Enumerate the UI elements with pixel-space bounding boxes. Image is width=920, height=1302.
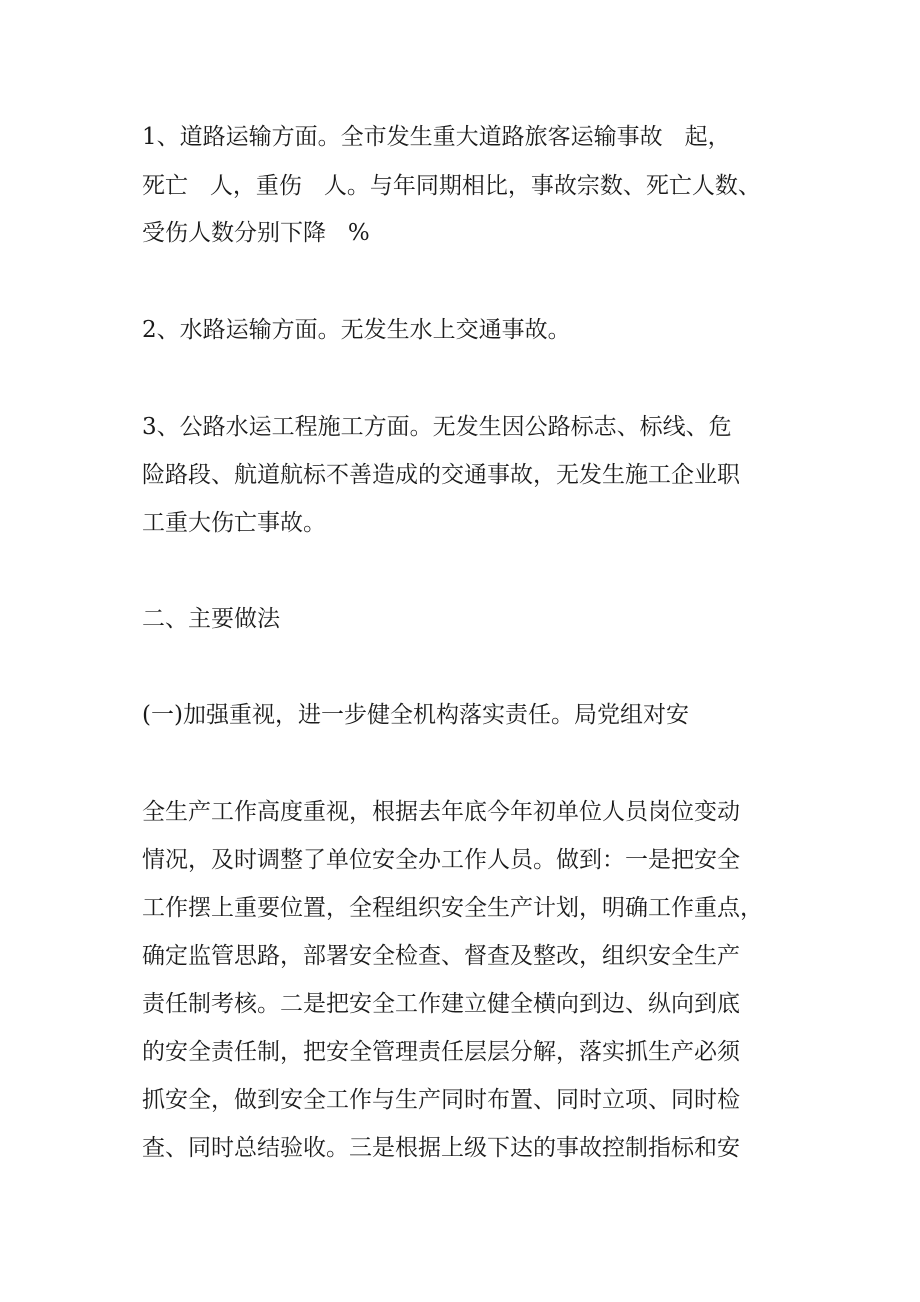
paragraph-measures-line-8: 查、同时总结验收。三是根据上级下达的事故控制指标和安 [142, 1135, 740, 1161]
paragraph-measures-intro-line-1: (一)加强重视，进一步健全机构落实责任。局党组对安 [142, 702, 689, 728]
paragraph-measures-line-1: 全生产工作高度重视，根据去年底今年初单位人员岗位变动 [142, 799, 740, 825]
paragraph-measures-line-2: 情况，及时调整了单位安全办工作人员。做到：一是把安全 [142, 847, 740, 873]
paragraph-measures-line-6: 的安全责任制，把安全管理责任层层分解，落实抓生产必须 [142, 1039, 740, 1065]
paragraph-measures-line-4: 确定监管思路，部署安全检查、督查及整改，组织安全生产 [142, 943, 740, 969]
section-heading: 二、主要做法 [142, 606, 280, 632]
paragraph-measures-line-5: 责任制考核。二是把安全工作建立健全横向到边、纵向到底 [142, 991, 740, 1017]
paragraph-construction-line-2: 险路段、航道航标不善造成的交通事故，无发生施工企业职 [142, 462, 740, 488]
paragraph-road-transport-line-1: 1、道路运输方面。全市发生重大道路旅客运输事故 起， [142, 124, 731, 150]
paragraph-water-transport-line-1: 2、水路运输方面。无发生水上交通事故。 [142, 317, 571, 343]
paragraph-road-transport-line-2: 死亡 人，重伤 人。与年同期相比，事故宗数、死亡人数、 [142, 173, 761, 199]
paragraph-measures-line-3: 工作摆上重要位置，全程组织安全生产计划，明确工作重点， [142, 895, 763, 921]
paragraph-measures-line-7: 抓安全，做到安全工作与生产同时布置、同时立项、同时检 [142, 1087, 740, 1113]
paragraph-construction-line-3: 工重大伤亡事故。 [142, 510, 326, 536]
paragraph-construction-line-1: 3、公路水运工程施工方面。无发生因公路标志、标线、危 [142, 414, 732, 440]
paragraph-road-transport-line-3: 受伤人数分别下降 % [142, 220, 370, 246]
